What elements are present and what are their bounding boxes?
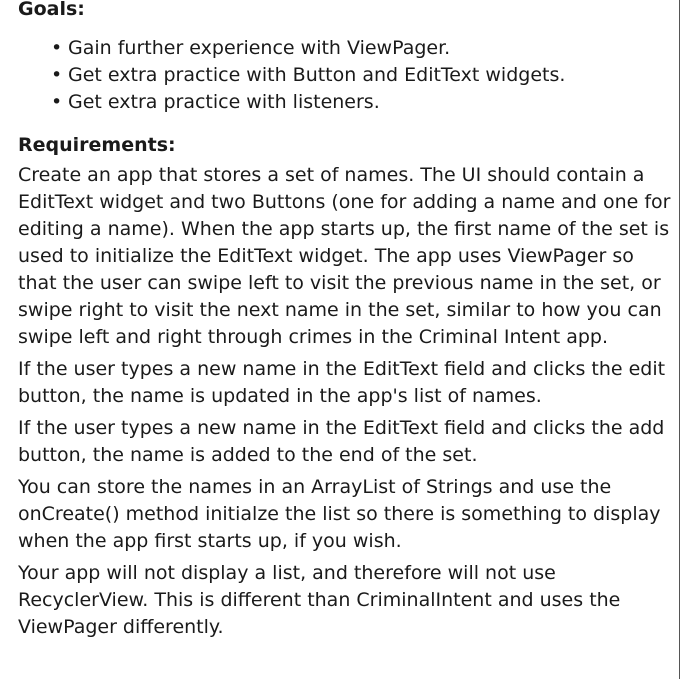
goal-item xyxy=(51,62,678,89)
requirements-paragraph: Your app will not display a list, and therefore will not use RecyclerView. This is different than CriminalIntent and uses the ViewPager differently. xyxy=(18,562,621,638)
goal-item-text: Gain further experience with ViewPager. xyxy=(68,37,451,59)
goal-item-text: Get extra practice with listeners. xyxy=(68,91,380,113)
goals-list xyxy=(18,35,678,116)
requirements-paragraph: If the user types a new name in the EditText field and clicks the add button, the name is added to the end of the set. xyxy=(18,417,665,466)
assignment-document xyxy=(18,0,678,641)
bullet-icon: • xyxy=(51,64,63,86)
requirements-heading: Requirements: xyxy=(18,134,176,156)
goals-heading: Goals: xyxy=(18,0,85,20)
requirements-paragraph: Create an app that stores a set of names. The UI should contain a EditText widget and two Buttons (one for adding a name and one for editing a name). When the app starts up, the first name of the set is used to initialize the EditText widget. The app uses ViewPager so that the user can swipe left to visit the previous name in the set, or swipe right to visit the next name in the set, similar to how you can swipe left and right through crimes in the Criminal Intent app. xyxy=(18,164,671,348)
goal-item xyxy=(51,89,678,116)
bullet-icon: • xyxy=(51,37,63,59)
goal-item-text: Get extra practice with Button and EditText widgets. xyxy=(68,64,566,86)
goal-item xyxy=(51,35,678,62)
requirements-paragraph: You can store the names in an ArrayList of Strings and use the onCreate() method initialze the list so there is something to display when the app first starts up, if you wish. xyxy=(18,476,661,552)
requirements-paragraph: If the user types a new name in the EditText field and clicks the edit button, the name is updated in the app's list of names. xyxy=(18,358,666,407)
bullet-icon: • xyxy=(51,91,63,113)
